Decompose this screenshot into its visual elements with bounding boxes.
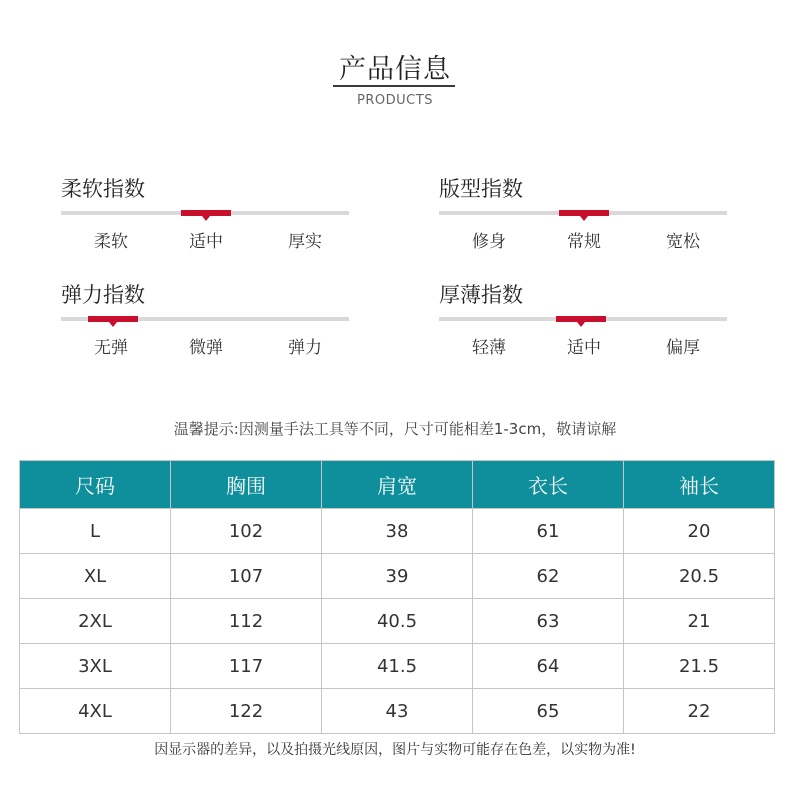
table-row xyxy=(20,644,775,689)
table-cell: 62 xyxy=(473,554,624,599)
table-cell: 112 xyxy=(171,599,322,644)
table-cell: 63 xyxy=(473,599,624,644)
index-title: 版型指数 xyxy=(439,177,523,201)
table-cell: 2XL xyxy=(20,599,171,644)
index-softness xyxy=(61,173,351,273)
table-cell: 20.5 xyxy=(624,554,775,599)
index-option: 柔软 xyxy=(94,232,128,252)
index-track xyxy=(61,211,349,215)
column-header: 胸围 xyxy=(171,461,322,509)
table-cell: 22 xyxy=(624,689,775,734)
size-table xyxy=(19,460,775,734)
index-title: 弹力指数 xyxy=(61,283,145,307)
table-cell: 43 xyxy=(322,689,473,734)
table-cell: 21 xyxy=(624,599,775,644)
index-option: 无弹 xyxy=(94,338,128,358)
table-row xyxy=(20,599,775,644)
index-title: 厚薄指数 xyxy=(439,283,523,307)
index-thickness xyxy=(439,279,729,379)
table-cell: 21.5 xyxy=(624,644,775,689)
color-disclaimer: 因显示器的差异，以及拍摄光线原因，图片与实物可能存在色差，以实物为准! xyxy=(154,742,636,758)
index-marker xyxy=(181,210,231,216)
index-option: 厚实 xyxy=(288,232,322,252)
table-row xyxy=(20,554,775,599)
page-subtitle: PRODUCTS xyxy=(357,93,433,108)
column-header: 衣长 xyxy=(473,461,624,509)
table-cell: 61 xyxy=(473,509,624,554)
index-option: 适中 xyxy=(189,232,223,252)
table-cell: 65 xyxy=(473,689,624,734)
index-option: 微弹 xyxy=(189,338,223,358)
table-cell: 4XL xyxy=(20,689,171,734)
title-underline xyxy=(333,85,455,87)
table-cell: 38 xyxy=(322,509,473,554)
index-option: 常规 xyxy=(567,232,601,252)
index-option: 弹力 xyxy=(288,338,322,358)
table-cell: 102 xyxy=(171,509,322,554)
index-elasticity xyxy=(61,279,351,379)
index-track xyxy=(61,317,349,321)
table-cell: 122 xyxy=(171,689,322,734)
index-track xyxy=(439,317,727,321)
table-cell: 3XL xyxy=(20,644,171,689)
column-header: 袖长 xyxy=(624,461,775,509)
page-title: 产品信息 xyxy=(339,54,451,85)
column-header: 尺码 xyxy=(20,461,171,509)
column-header: 肩宽 xyxy=(322,461,473,509)
index-title: 柔软指数 xyxy=(61,177,145,201)
index-marker xyxy=(559,210,609,216)
table-row xyxy=(20,689,775,734)
index-marker xyxy=(88,316,138,322)
table-cell: 107 xyxy=(171,554,322,599)
index-option: 修身 xyxy=(472,232,506,252)
table-header-row xyxy=(20,461,775,509)
index-option: 偏厚 xyxy=(666,338,700,358)
table-cell: XL xyxy=(20,554,171,599)
table-cell: L xyxy=(20,509,171,554)
table-cell: 117 xyxy=(171,644,322,689)
index-option: 宽松 xyxy=(666,232,700,252)
table-cell: 20 xyxy=(624,509,775,554)
index-option: 轻薄 xyxy=(472,338,506,358)
table-cell: 40.5 xyxy=(322,599,473,644)
index-option: 适中 xyxy=(567,338,601,358)
measurement-tip: 温馨提示:因测量手法工具等不同，尺寸可能相差1-3cm，敬请谅解 xyxy=(173,420,617,438)
table-cell: 64 xyxy=(473,644,624,689)
index-fit xyxy=(439,173,729,273)
index-track xyxy=(439,211,727,215)
table-row xyxy=(20,509,775,554)
table-cell: 41.5 xyxy=(322,644,473,689)
table-cell: 39 xyxy=(322,554,473,599)
index-marker xyxy=(556,316,606,322)
